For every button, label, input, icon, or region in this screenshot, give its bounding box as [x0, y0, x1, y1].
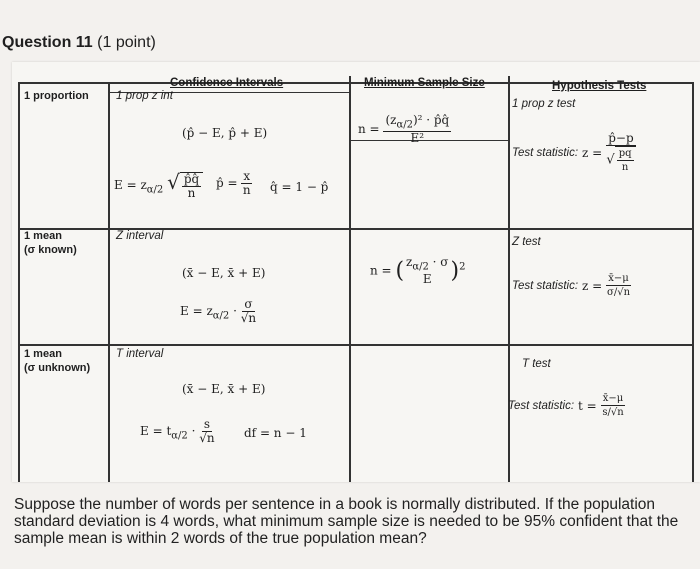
ts2-var: z = — [582, 278, 603, 293]
mss-num-sub: α/2 — [396, 119, 413, 131]
row-label-sigma-known: (σ known) — [24, 244, 77, 256]
mss2-num-sub: α/2 — [412, 261, 429, 273]
qhat-formula: q̂ = 1 − p̂ — [270, 180, 329, 194]
mss2-power: 2 — [459, 261, 466, 273]
margin-t-lhs: E = t — [140, 424, 172, 438]
ci-name-t-interval: T interval — [116, 348, 164, 360]
header-confidence-intervals: Confidence Intervals — [170, 77, 284, 89]
margin-root-num: p̂q̂ — [183, 171, 200, 186]
ht-name-1-prop-z-test: 1 prop z test — [512, 98, 576, 110]
row-label-1-mean-known: 1 mean — [24, 230, 62, 242]
margin-t-fraction — [199, 418, 214, 445]
mss2-num-tail: · σ — [428, 255, 449, 269]
formula-table-sheet — [12, 62, 700, 482]
mss2-num-head: z — [406, 255, 413, 269]
ts3-den: s/√n — [602, 407, 624, 418]
row-label-1-mean-unknown: 1 mean — [24, 348, 62, 360]
margin-t-sub: α/2 — [171, 430, 188, 442]
header-hypothesis-tests: Hypothesis Tests — [552, 80, 647, 92]
margin-t-den: √n — [199, 431, 215, 445]
margin-z-lhs: E = z — [180, 304, 213, 318]
phat-fraction — [241, 170, 252, 197]
mss-num-head: (z — [385, 113, 397, 127]
column-divider-1 — [108, 82, 110, 482]
margin-of-error-proportion — [114, 170, 203, 200]
ts3-label: Test statistic: — [508, 399, 575, 412]
header-minimum-sample-size: Minimum Sample Size — [364, 77, 485, 89]
ts2-label: Test statistic: — [512, 279, 579, 292]
question-points: (1 point) — [97, 34, 156, 51]
margin-lhs: E = z — [114, 178, 147, 192]
column-divider-3 — [508, 76, 510, 482]
mss2-lhs: n = — [370, 263, 392, 278]
sqrt-sign: √ — [167, 170, 180, 194]
mss2-num — [404, 256, 450, 273]
ts-fraction — [606, 132, 635, 174]
ts-den-den: n — [621, 162, 629, 173]
ci-name-1-prop-z-int: 1 prop z int — [116, 90, 173, 102]
phat-den: n — [242, 183, 251, 197]
question-text: Suppose the number of words per sentence in a book is normally distributed. If the population standard deviation is 4 words, what minimum sample size is needed to be 95% confident that the sample mean is within 2 words of the true population mean? — [14, 496, 679, 547]
ci-interval-proportion: (p̂ − E, p̂ + E) — [182, 126, 268, 140]
table-left-border — [18, 82, 20, 482]
ts-sqrt-icon: √ — [606, 152, 615, 168]
ts-den — [606, 146, 635, 174]
ts2-fraction — [606, 272, 631, 299]
margin-t-num: s — [203, 417, 210, 431]
margin-z-num: σ — [244, 297, 253, 311]
question-number: Question 11 — [2, 34, 93, 51]
ht-name-t-test: T test — [522, 358, 551, 370]
ts-var: z = — [582, 146, 603, 160]
phat-formula — [216, 170, 252, 197]
margin-root-den: n — [187, 185, 196, 200]
row-label-sigma-unknown: (σ unknown) — [24, 362, 91, 374]
ci-interval-mean-unknown: (x̄ − E, x̄ + E) — [182, 382, 266, 396]
margin-z-fraction — [241, 298, 256, 325]
margin-t-dot: · — [191, 424, 196, 438]
close-paren: ) — [450, 258, 460, 284]
row-divider-2 — [18, 344, 694, 346]
ci-interval-mean-known: (x̄ − E, x̄ + E) — [182, 266, 266, 280]
mss-num — [383, 114, 451, 132]
margin-root-fraction — [180, 172, 203, 200]
ts-label: Test statistic: — [512, 147, 579, 159]
ts-z — [512, 272, 631, 299]
margin-z-dot: · — [233, 304, 237, 318]
margin-of-error-t — [140, 418, 215, 445]
table-right-border — [692, 82, 694, 482]
open-paren: ( — [395, 258, 405, 284]
mss-fraction — [383, 114, 451, 145]
ht-name-z-test: Z test — [512, 236, 541, 248]
ts-den-num: pq — [618, 148, 632, 159]
ts3-var: t = — [578, 398, 597, 413]
ts-t — [508, 392, 625, 419]
mss2-fraction — [404, 256, 450, 286]
ts3-num: x̄−μ — [602, 393, 624, 404]
column-divider-2 — [349, 76, 351, 482]
mss-lhs: n = — [358, 122, 380, 137]
question-title — [2, 34, 156, 52]
ts-den-frac — [615, 146, 636, 174]
mss-num-tail: )² · p̂q̂ — [412, 113, 450, 127]
ts2-num: x̄−μ — [608, 273, 629, 284]
margin-z-den: √n — [240, 311, 257, 325]
ts-num: p̂−p — [608, 131, 634, 145]
ts-proportion — [512, 132, 636, 174]
margin-sub: α/2 — [146, 184, 164, 196]
mss-proportion-formula — [358, 114, 451, 145]
mss-mean-formula — [370, 256, 465, 286]
margin-z-sub: α/2 — [212, 310, 230, 322]
ts3-fraction — [601, 392, 626, 419]
row-label-1-proportion: 1 proportion — [24, 90, 89, 102]
mss-den: E² — [410, 131, 425, 146]
degrees-of-freedom: df = n − 1 — [244, 426, 307, 440]
ci-name-z-interval: Z interval — [116, 230, 164, 242]
ts2-den: σ/√n — [607, 287, 631, 298]
phat-lhs: p̂ = — [216, 176, 238, 190]
mss2-den: E — [422, 272, 432, 287]
phat-num: x — [243, 169, 251, 183]
margin-of-error-z — [180, 298, 256, 325]
